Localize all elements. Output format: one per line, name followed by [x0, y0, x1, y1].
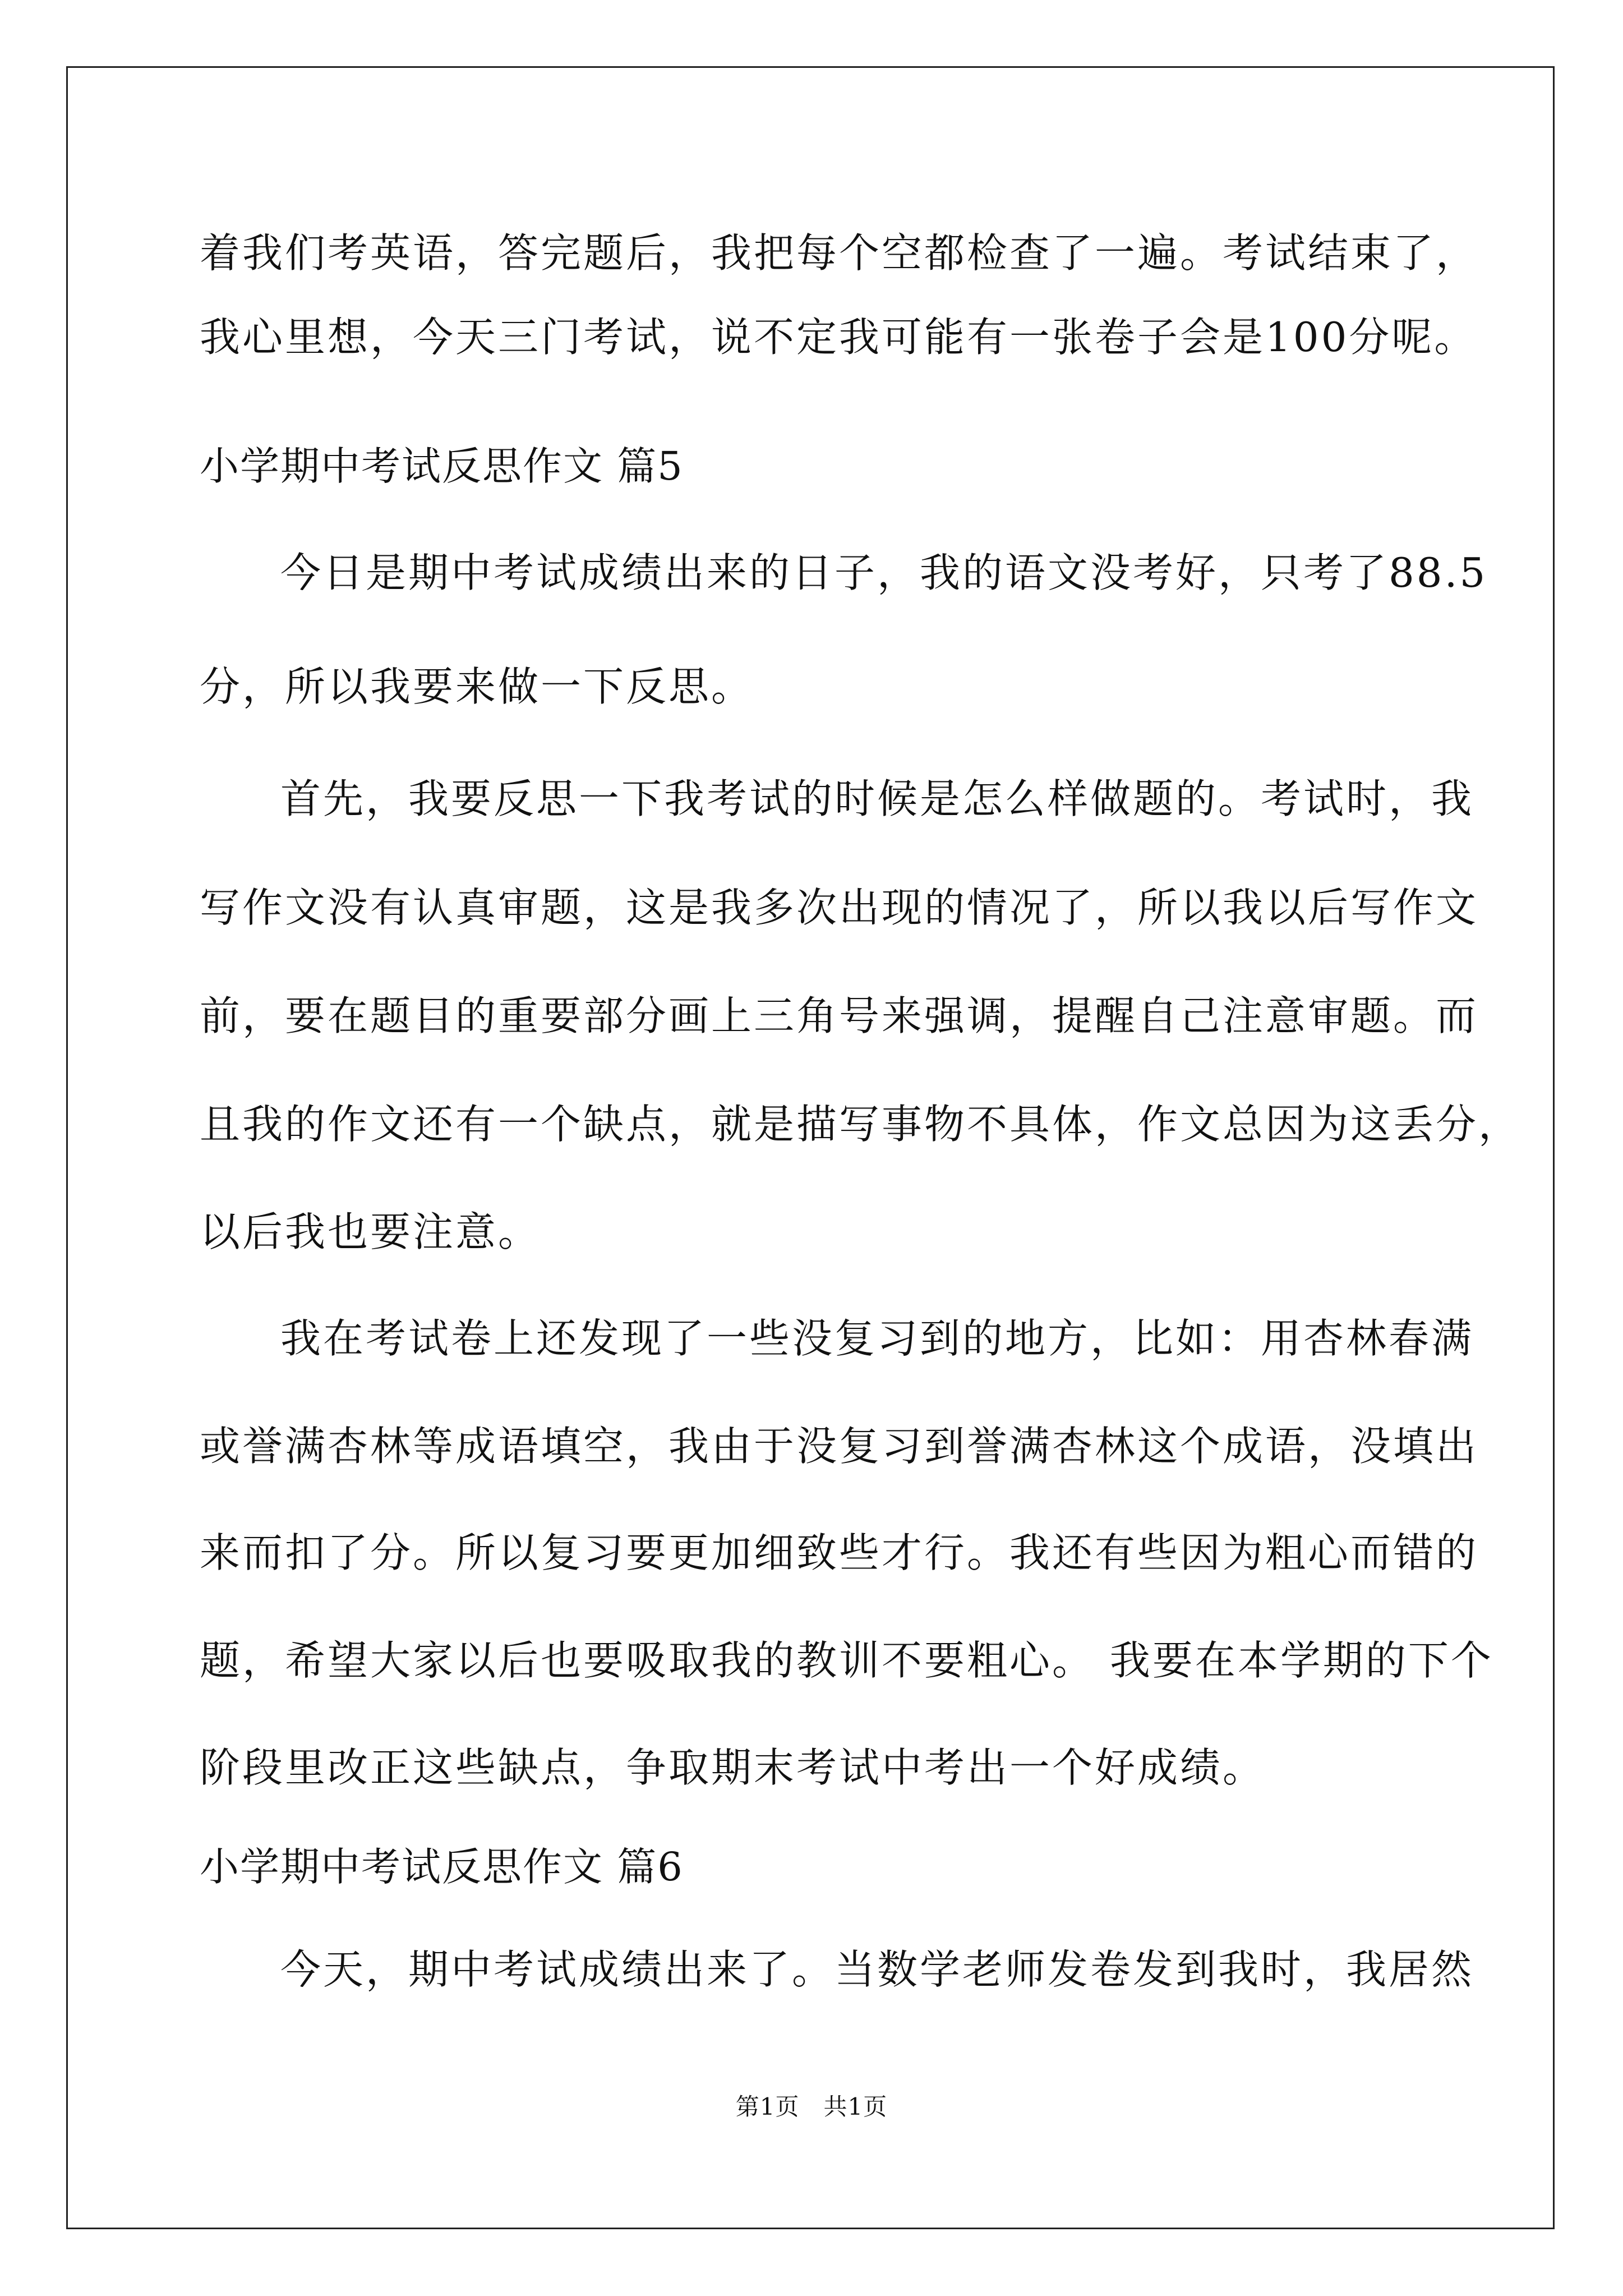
paragraph-first-line: 今日是期中考试成绩出来的日子，我的语文没考好，只考了88.5	[280, 549, 1488, 596]
text-line: 题，希望大家以后也要吸取我的教训不要粗心。 我要在本学期的下个	[200, 1637, 1493, 1684]
text-line: 阶段里改正这些缺点，争取期末考试中考出一个好成绩。	[200, 1744, 1266, 1791]
paragraph-first-line: 今天，期中考试成绩出来了。当数学老师发卷发到我时，我居然	[280, 1946, 1474, 1993]
section-heading: 小学期中考试反思作文 篇5	[200, 443, 684, 489]
text-line: 且我的作文还有一个缺点，就是描写事物不具体，作文总因为这丢分，	[200, 1101, 1521, 1148]
page-footer: 第1页 共1页	[735, 2093, 888, 2120]
text-line: 分，所以我要来做一下反思。	[200, 663, 754, 710]
text-line: 来而扣了分。所以复习要更加细致些才行。我还有些因为粗心而错的	[200, 1529, 1479, 1576]
text-line: 以后我也要注意。	[200, 1208, 541, 1255]
text-line: 着我们考英语，答完题后，我把每个空都检查了一遍。考试结束了，	[200, 229, 1479, 277]
section-heading: 小学期中考试反思作文 篇6	[200, 1844, 684, 1890]
text-line: 写作文没有认真审题，这是我多次出现的情况了，所以我以后写作文	[200, 884, 1479, 931]
text-line: 我心里想，今天三门考试，说不定我可能有一张卷子会是100分呢。	[200, 314, 1477, 361]
text-line: 或誉满杏林等成语填空，我由于没复习到誉满杏林这个成语，没填出	[200, 1423, 1479, 1470]
paragraph-first-line: 首先，我要反思一下我考试的时候是怎么样做题的。考试时，我	[280, 775, 1474, 822]
text-line: 前，要在题目的重要部分画上三角号来强调，提醒自己注意审题。而	[200, 992, 1479, 1039]
paragraph-first-line: 我在考试卷上还发现了一些没复习到的地方，比如：用杏林春满	[280, 1315, 1474, 1362]
